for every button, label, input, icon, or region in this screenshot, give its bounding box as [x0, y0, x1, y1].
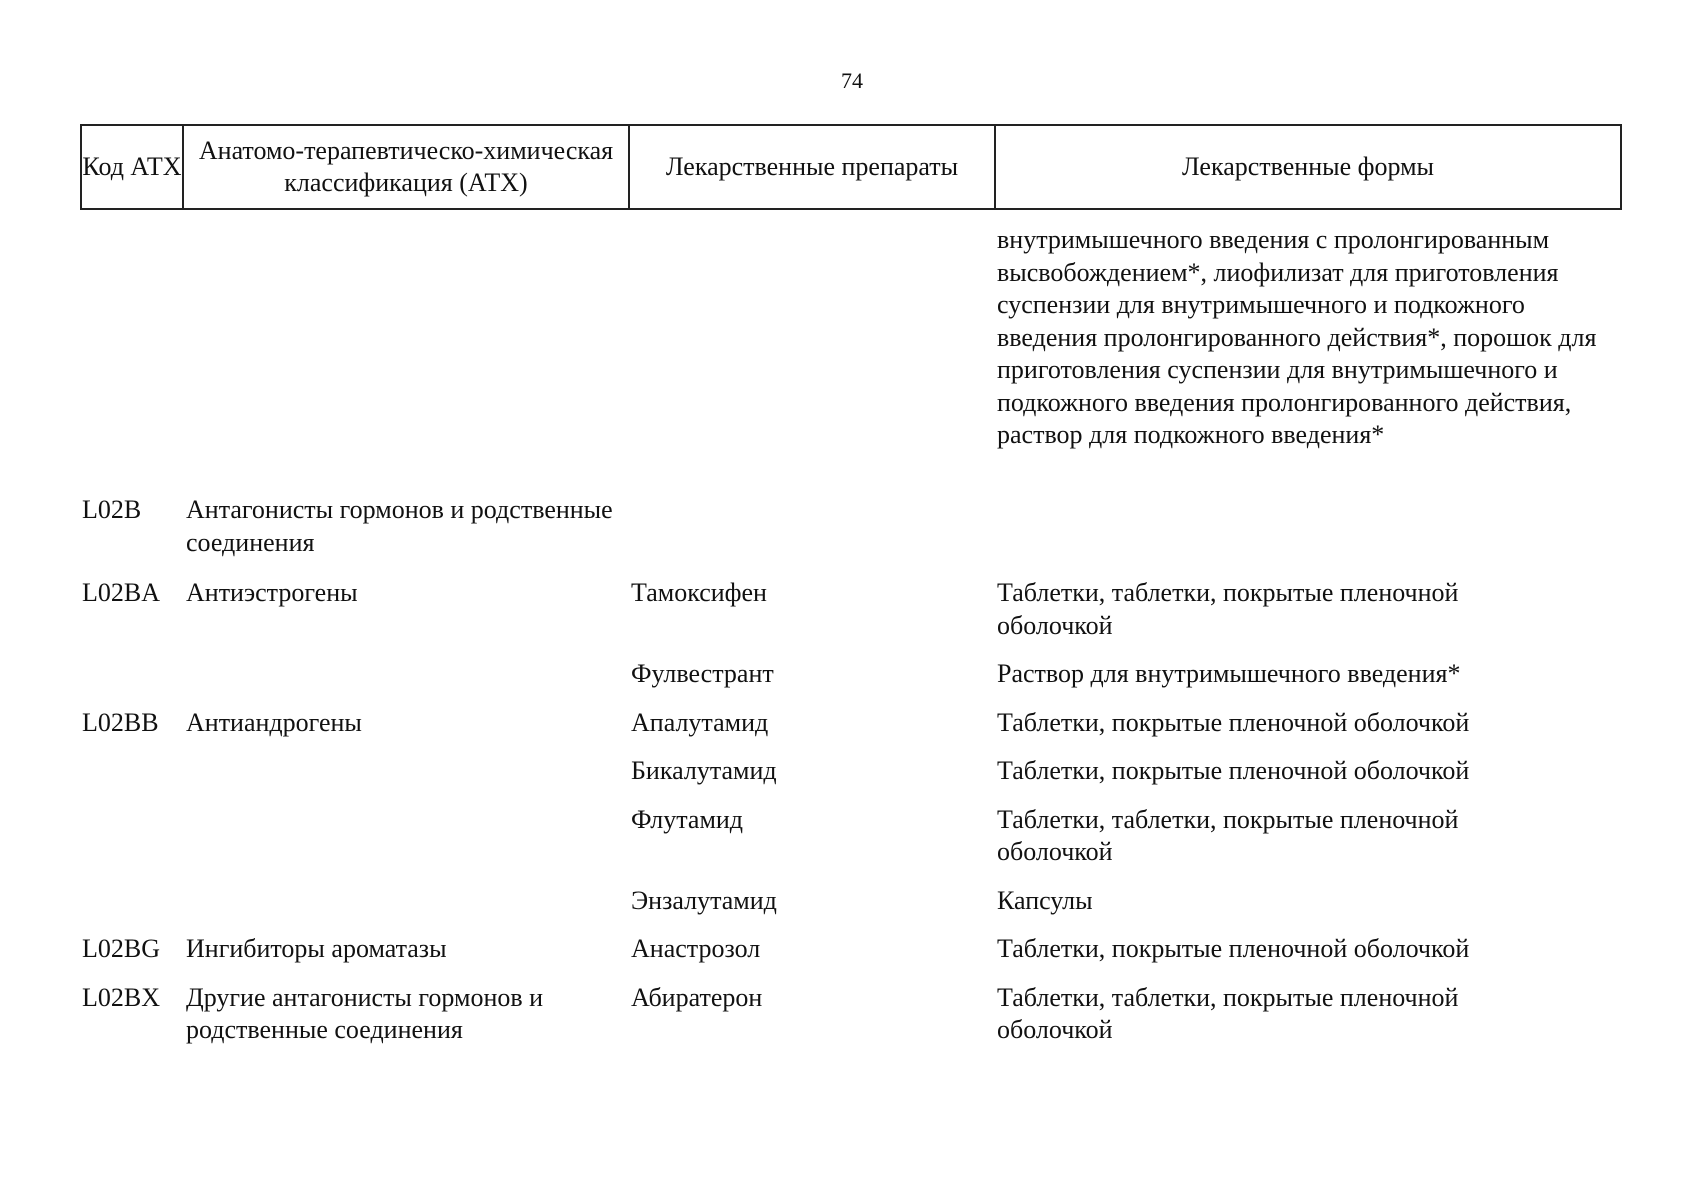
atc-code — [80, 885, 182, 918]
table-row — [80, 707, 1622, 740]
atc-classification: Ингибиторы ароматазы — [186, 934, 447, 963]
dosage-form — [994, 494, 1622, 559]
header-drugs: Лекарственные препараты — [630, 126, 996, 208]
table-row — [80, 494, 1622, 559]
dosage-form: Капсулы — [997, 885, 1093, 915]
dosage-form: Таблетки, покрытые пленочной оболочкой — [997, 756, 1470, 785]
header-code: Код АТХ — [82, 126, 184, 208]
drug-name: Абиратерон — [631, 982, 763, 1012]
dosage-form: Таблетки, таблетки, покрытые пленочной оболочкой — [997, 578, 1459, 640]
drug-name: Апалутамид — [631, 707, 769, 737]
drug-name: Бикалутамид — [631, 756, 777, 785]
drug-name: Анастрозол — [631, 934, 761, 963]
atc-code — [80, 755, 182, 788]
table-row — [80, 982, 1622, 1047]
atc-code: L02BA — [82, 578, 160, 607]
atc-code: L02BG — [82, 934, 160, 963]
table-row — [80, 577, 1622, 642]
atc-code — [80, 658, 182, 691]
dosage-form: Раствор для внутримышечного введения* — [997, 659, 1461, 688]
atc-classification — [182, 885, 628, 918]
atc-classification: Антиэстрогены — [186, 578, 358, 607]
atc-code: L02BX — [82, 982, 160, 1012]
header-forms: Лекарственные формы — [1181, 152, 1435, 181]
atc-code: L02BB — [82, 707, 159, 737]
table-row — [80, 755, 1622, 788]
table-body — [80, 494, 1622, 1063]
atc-classification — [182, 804, 628, 869]
dosage-form: Таблетки, таблетки, покрытые пленочной оболочкой — [997, 804, 1459, 866]
atc-classification — [182, 755, 628, 788]
continuation-text: внутримышечного введения с пролонгированным высвобождением*, лиофилизат для приготовления суспензии для внутримышечного и подкожного введения пролонгированного действия*, порошок для приготовления суспензии для внутримышечного и подкожного введения пролонгированного действия, раствор для подкожного введения* — [997, 225, 1597, 449]
atc-code: L02B — [82, 495, 142, 524]
atc-classification: Другие антагонисты гормонов и родственные соединения — [186, 982, 544, 1044]
page-number: 74 — [841, 68, 863, 93]
dosage-form: Таблетки, покрытые пленочной оболочкой — [997, 934, 1470, 963]
dosage-form: Таблетки, покрытые пленочной оболочкой — [997, 707, 1470, 737]
table-row — [80, 933, 1622, 966]
atc-classification: Антиандрогены — [186, 707, 362, 737]
drug-name: Энзалутамид — [631, 885, 777, 915]
drug-name: Тамоксифен — [631, 578, 767, 607]
drug-name — [628, 494, 994, 559]
atc-classification — [182, 658, 628, 691]
table-row — [80, 804, 1622, 869]
table-row — [80, 885, 1622, 918]
table-row — [80, 658, 1622, 691]
table-header — [80, 124, 1622, 210]
header-classification: Анатомо-терапевтическо-химическая классификация (АТХ) — [184, 126, 630, 208]
dosage-form: Таблетки, таблетки, покрытые пленочной оболочкой — [997, 982, 1459, 1044]
atc-classification: Антагонисты гормонов и родственные соединения — [186, 495, 613, 557]
drug-name: Фулвестрант — [631, 659, 774, 688]
drug-name: Флутамид — [631, 804, 744, 834]
atc-code — [80, 804, 182, 869]
